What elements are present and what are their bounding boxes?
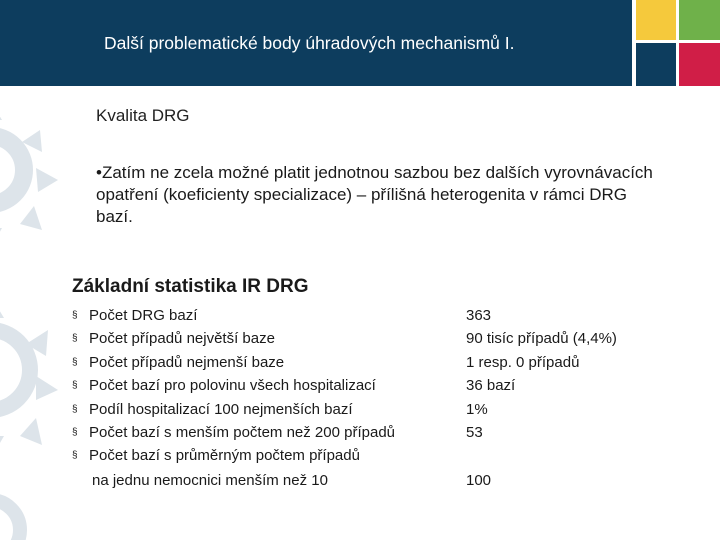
stat-label: Počet bazí s průměrným počtem případů: [89, 447, 360, 465]
decorative-sun-pattern: [0, 100, 60, 540]
stat-row: [72, 400, 672, 423]
bullet-paragraph: •Zatím ne zcela možné platit jednotnou sazbou bez dalších vyrovnávacích opatření (koeficienty specializace) – přílišná heterogenita v rámci DRG bazí.: [96, 163, 653, 226]
bullet-icon: §: [72, 380, 78, 392]
stat-row: [72, 376, 672, 399]
stat-label: Počet bazí s menším počtem než 200 případů: [89, 423, 395, 441]
stat-label: Počet případů nejmenší baze: [89, 353, 285, 371]
bullet-icon: §: [72, 426, 78, 438]
bullet-icon: §: [72, 450, 78, 462]
stat-row: [72, 306, 672, 329]
decor-tile-green: [679, 0, 720, 40]
stat-row-continuation: [72, 471, 672, 497]
stat-value: 1 resp. 0 případů: [466, 353, 580, 371]
stat-value: 53: [466, 423, 483, 441]
stat-label: Počet bazí pro polovinu všech hospitalizací: [89, 377, 376, 395]
slide-title: Další problematické body úhradových mechanismů I.: [104, 33, 515, 53]
bullet-icon: §: [72, 333, 78, 345]
stat-row: [72, 446, 672, 469]
bullet-icon: §: [72, 356, 78, 368]
stat-label: Podíl hospitalizací 100 nejmenších bazí: [89, 400, 353, 418]
stat-row: [72, 423, 672, 446]
statistics-block: [72, 276, 672, 497]
header-bar: [0, 0, 632, 86]
stat-value: 36 bazí: [466, 377, 516, 395]
stat-row: [72, 329, 672, 352]
statistics-title: Základní statistika IR DRG: [72, 276, 309, 297]
decor-tile-navy: [636, 43, 676, 86]
bullet-icon: §: [72, 310, 78, 321]
stat-label: Počet případů největší baze: [89, 330, 275, 348]
decor-tile-yellow: [636, 0, 676, 40]
stat-row: [72, 353, 672, 376]
stat-value: 363: [466, 307, 492, 324]
stat-value: 90 tisíc případů (4,4%): [466, 330, 617, 348]
section-heading: Kvalita DRG: [96, 106, 190, 125]
stat-label: na jednu nemocnici menším než 10: [92, 471, 328, 489]
stat-value: 100: [466, 471, 492, 489]
stat-label: Počet DRG bazí: [89, 307, 198, 324]
stat-value: 1%: [466, 400, 488, 418]
decor-tile-red: [679, 43, 720, 86]
bullet-icon: §: [72, 403, 78, 415]
